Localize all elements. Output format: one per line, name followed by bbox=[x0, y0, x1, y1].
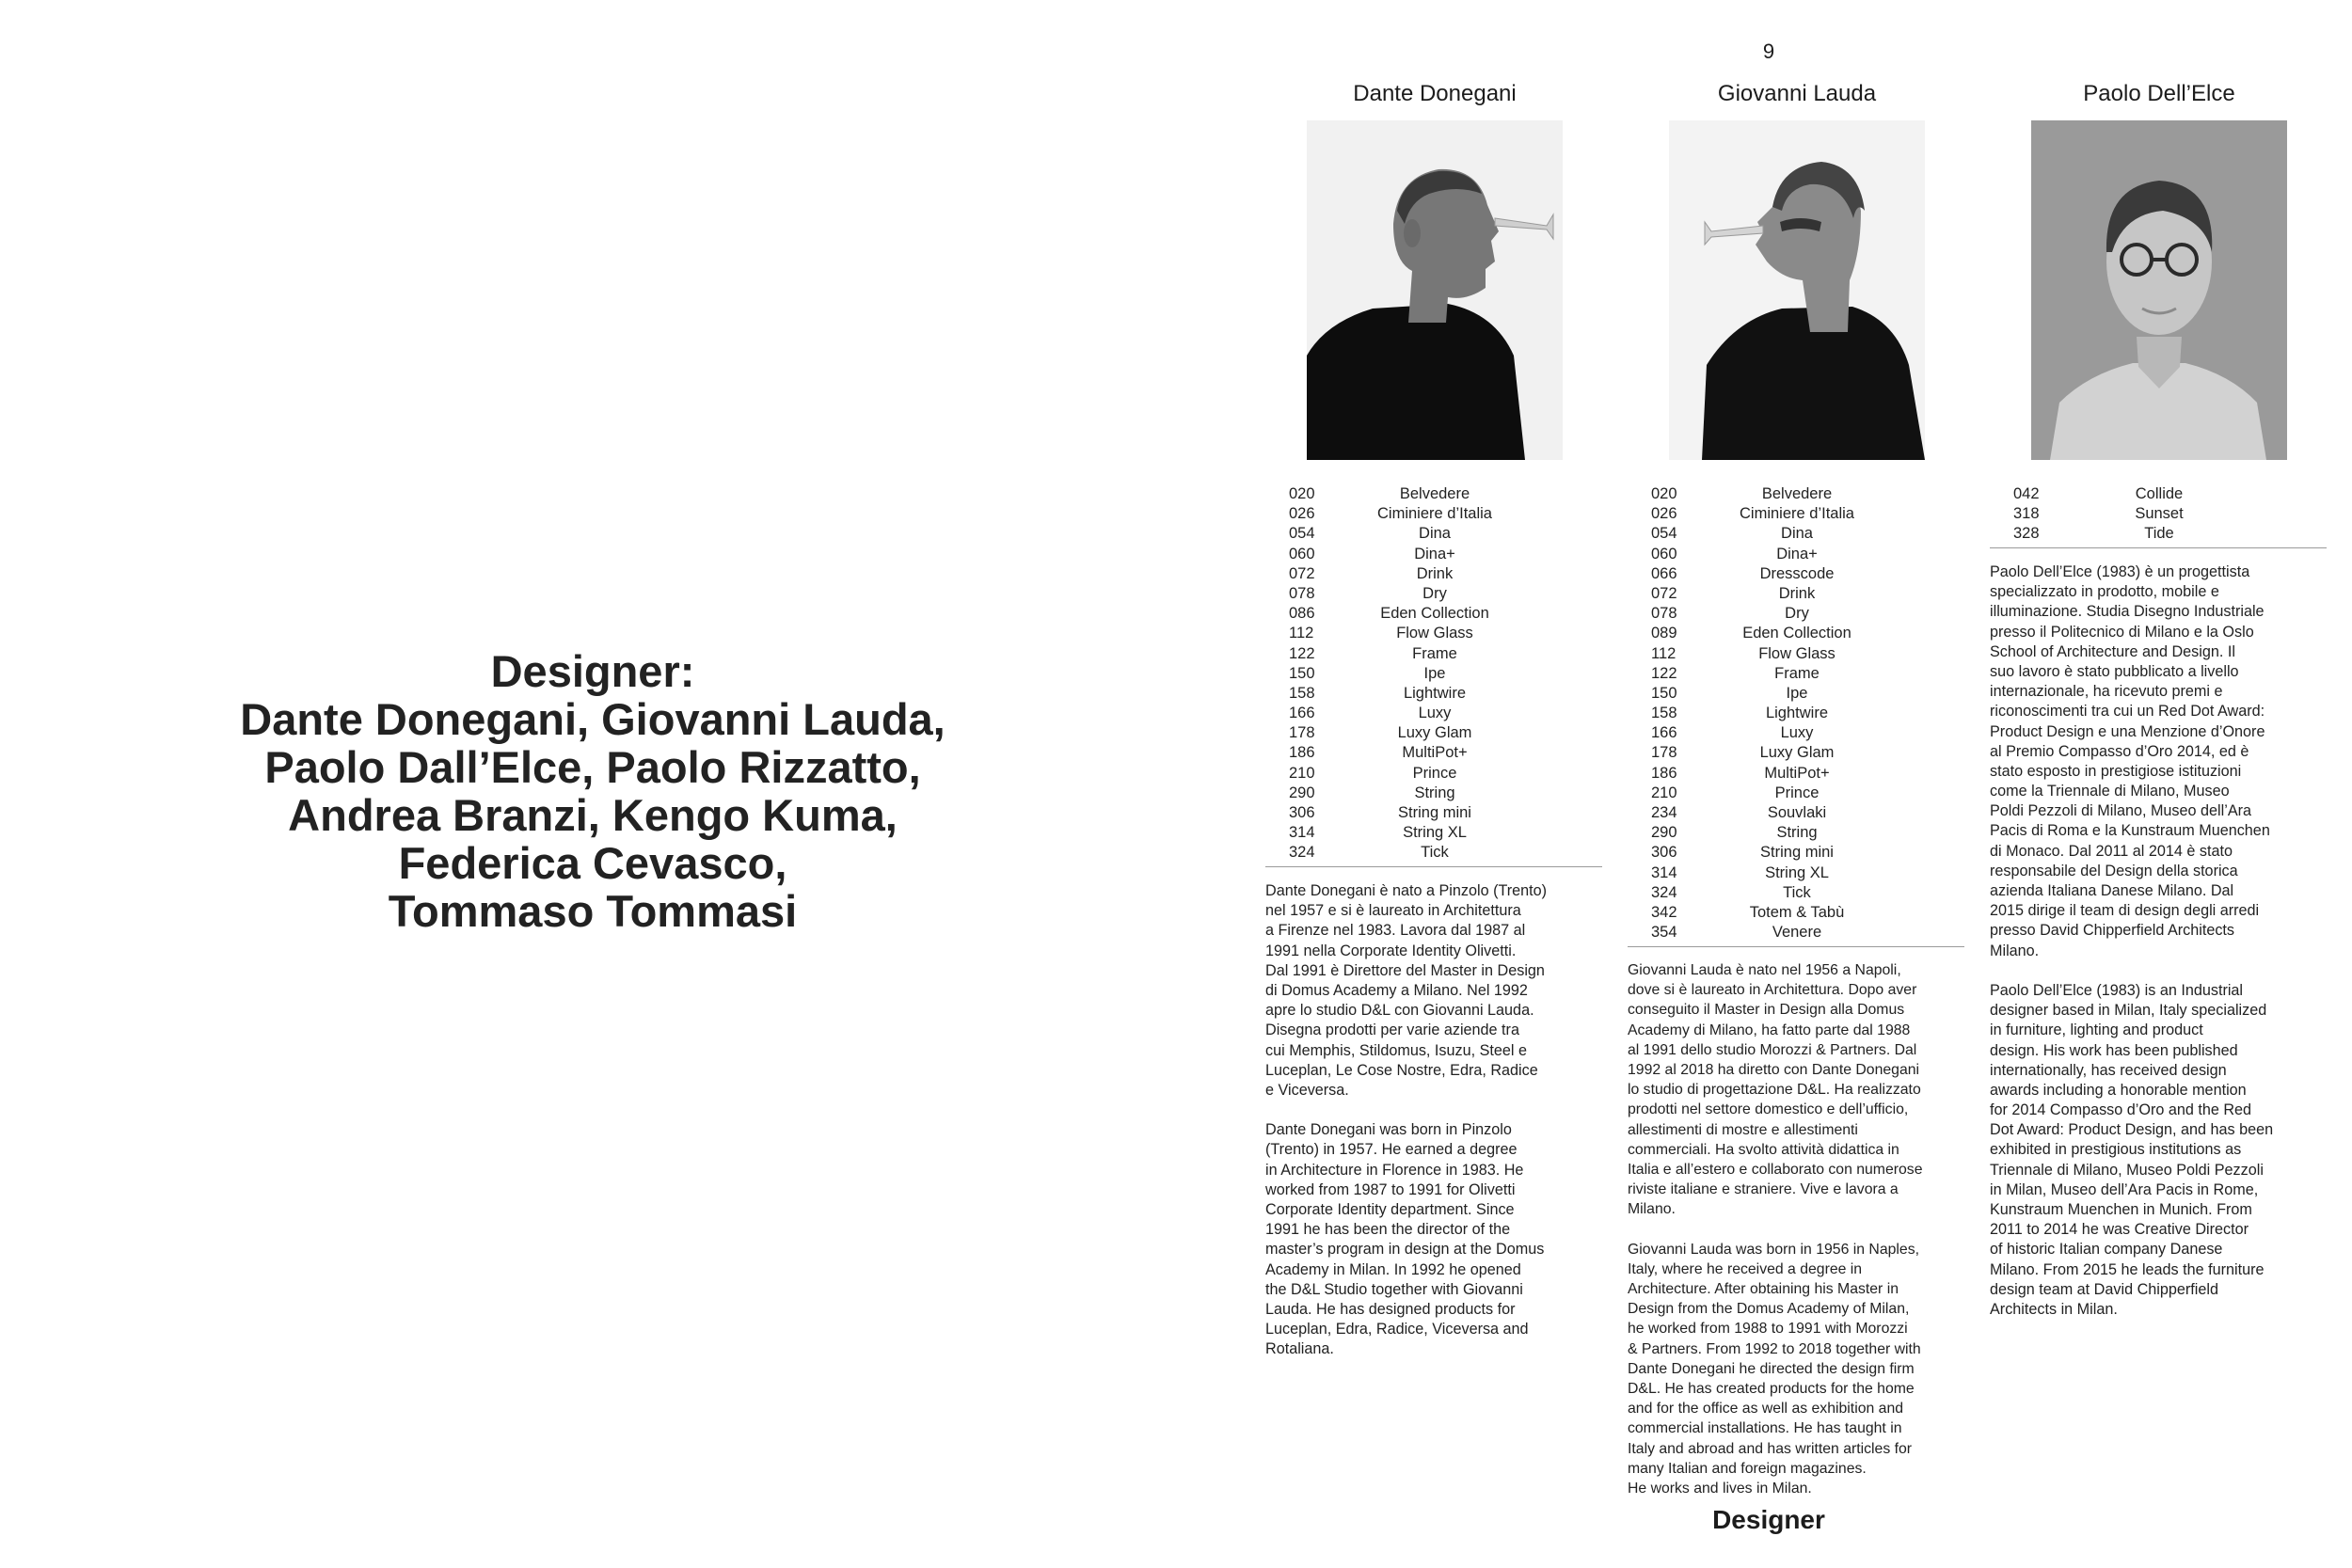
bio-line: He works and lives in Milan. bbox=[1628, 1480, 1812, 1497]
product-name: Luxy Glam bbox=[1397, 724, 1472, 742]
product-row bbox=[1651, 584, 1933, 604]
product-row bbox=[1651, 484, 1933, 504]
bio-line: design. His work has been published bbox=[1990, 1041, 2238, 1059]
product-code: 060 bbox=[1651, 545, 1677, 562]
bio-line: Dot Award: Product Design, and has been bbox=[1990, 1121, 2274, 1139]
bio-line: di Monaco. Dal 2011 al 2014 è stato bbox=[1990, 842, 2233, 860]
bio-line: dove si è laureato in Architettura. Dopo aver bbox=[1628, 982, 1917, 999]
product-row bbox=[1651, 664, 1933, 684]
product-row bbox=[1289, 604, 1571, 624]
divider bbox=[1265, 866, 1602, 867]
bio-line: commerciali. Ha svolto attività didattica in bbox=[1628, 1141, 1899, 1158]
product-code: 314 bbox=[1651, 863, 1677, 881]
designer-name: Paolo Dell’Elce bbox=[2083, 81, 2235, 106]
product-row bbox=[1651, 524, 1933, 544]
product-row bbox=[1651, 723, 1933, 743]
product-name: Belvedere bbox=[1761, 485, 1833, 502]
bio-line: di Domus Academy a Milano. Nel 1992 bbox=[1265, 981, 1528, 999]
product-code: 020 bbox=[1289, 485, 1315, 502]
bio-line: designer based in Milan, Italy specialized bbox=[1990, 1002, 2267, 1020]
bio-line: Milano. From 2015 he leads the furniture bbox=[1990, 1260, 2265, 1278]
product-row bbox=[1651, 803, 1933, 823]
product-code: 072 bbox=[1651, 584, 1677, 602]
product-name: Luxy bbox=[1780, 724, 1814, 742]
designer-column-giovanni-lauda bbox=[1628, 0, 1966, 1568]
designer-name: Giovanni Lauda bbox=[1717, 81, 1877, 106]
bio-line: awards including a honorable mention bbox=[1990, 1081, 2247, 1099]
product-name: String mini bbox=[1398, 804, 1471, 821]
bio-line: Design from the Domus Academy of Milan, bbox=[1628, 1301, 1910, 1318]
product-name: Belvedere bbox=[1399, 485, 1470, 502]
product-name: Luxy Glam bbox=[1759, 744, 1835, 762]
product-row bbox=[1651, 545, 1933, 564]
bio-line: Giovanni Lauda è nato nel 1956 a Napoli, bbox=[1628, 962, 1901, 978]
bio-line: School of Architecture and Design. Il bbox=[1990, 642, 2235, 660]
product-name: Lightwire bbox=[1765, 705, 1829, 722]
product-name: Collide bbox=[2135, 485, 2184, 502]
bio-line: presso David Chipperfield Architects bbox=[1990, 922, 2235, 940]
bio-line: stato esposto in prestigiose istituzioni bbox=[1990, 762, 2242, 780]
product-row bbox=[1651, 504, 1933, 524]
product-name: Dina bbox=[1419, 525, 1451, 543]
product-code: 089 bbox=[1651, 625, 1677, 642]
product-row bbox=[1289, 644, 1571, 664]
product-code: 186 bbox=[1289, 744, 1315, 762]
product-code: 328 bbox=[2013, 525, 2040, 543]
bio-line: Kunstraum Muenchen in Munich. From bbox=[1990, 1201, 2252, 1218]
bio-line: prodotti nel settore domestico e dell’ufficio, bbox=[1628, 1101, 1909, 1118]
product-name: String XL bbox=[1765, 863, 1829, 881]
bio-line: Corporate Identity department. Since bbox=[1265, 1201, 1515, 1218]
portrait-paolo-dellelce bbox=[2031, 120, 2287, 460]
product-row bbox=[1289, 564, 1571, 584]
product-row bbox=[1289, 784, 1571, 803]
product-name: Ciminiere d’Italia bbox=[1377, 505, 1492, 523]
designer-bio bbox=[1990, 562, 2273, 1320]
bio-line: riconoscimenti tra cui un Red Dot Award: bbox=[1990, 703, 2265, 721]
divider bbox=[1628, 946, 1964, 947]
product-row bbox=[1651, 784, 1933, 803]
product-name: Dina+ bbox=[1776, 545, 1818, 562]
product-name: Ipe bbox=[1786, 684, 1808, 702]
product-code: 324 bbox=[1651, 883, 1677, 901]
product-code: 178 bbox=[1289, 724, 1315, 742]
bio-line: Poldi Pezzoli di Milano, Museo dell’Ara bbox=[1990, 802, 2252, 820]
bio-line: for 2014 Compasso d’Oro and the Red bbox=[1990, 1101, 2252, 1119]
bio-line: in furniture, lighting and product bbox=[1990, 1022, 2203, 1039]
bio-line: conseguito il Master in Design alla Domus bbox=[1628, 1002, 1905, 1019]
spread-title-line: Federica Cevasco, bbox=[398, 838, 787, 888]
product-code: 066 bbox=[1651, 564, 1677, 582]
product-code: 166 bbox=[1289, 705, 1315, 722]
product-row bbox=[1651, 743, 1933, 763]
product-code: 112 bbox=[1289, 625, 1314, 642]
product-row bbox=[1289, 624, 1571, 643]
product-code: 026 bbox=[1651, 505, 1677, 523]
product-row bbox=[1651, 704, 1933, 723]
product-name: Souvlaki bbox=[1767, 804, 1827, 821]
bio-line: Academy di Milano, ha fatto parte dal 1988 bbox=[1628, 1022, 1911, 1038]
bio-line: al 1991 dello studio Morozzi & Partners. Dal bbox=[1628, 1041, 1917, 1058]
bio-line: 1991 he has been the director of the bbox=[1265, 1221, 1511, 1239]
product-row bbox=[1289, 764, 1571, 784]
product-name: Dry bbox=[1785, 605, 1809, 623]
bio-line: e Viceversa. bbox=[1265, 1081, 1349, 1099]
product-code: 112 bbox=[1651, 644, 1677, 662]
product-code: 122 bbox=[1651, 664, 1677, 682]
product-name: Prince bbox=[1774, 784, 1820, 801]
bio-line: in Architecture in Florence in 1983. He bbox=[1265, 1161, 1524, 1179]
product-row bbox=[1289, 684, 1571, 704]
bio-line: and for the office as well as exhibition and bbox=[1628, 1401, 1904, 1418]
product-row bbox=[1289, 803, 1571, 823]
product-row bbox=[1651, 923, 1933, 942]
bio-line: Academy in Milan. In 1992 he opened bbox=[1265, 1260, 1521, 1278]
bio-line: he worked from 1988 to 1991 with Morozzi bbox=[1628, 1321, 1908, 1338]
product-code: 290 bbox=[1651, 824, 1677, 842]
product-code: 314 bbox=[1289, 824, 1315, 842]
bio-line: Italia e all’estero e collaborato con numerose bbox=[1628, 1161, 1923, 1178]
spread-title-line: Andrea Branzi, Kengo Kuma, bbox=[288, 790, 898, 840]
product-row bbox=[1289, 524, 1571, 544]
bio-line: 2015 dirige il team di design degli arredi bbox=[1990, 902, 2260, 920]
bio-line: illuminazione. Studia Disegno Industriale bbox=[1990, 603, 2265, 621]
product-name: Flow Glass bbox=[1396, 625, 1473, 642]
product-name: Lightwire bbox=[1403, 684, 1467, 702]
product-code: 072 bbox=[1289, 564, 1315, 582]
product-name: MultiPot+ bbox=[1402, 744, 1468, 762]
product-name: Frame bbox=[1774, 664, 1820, 682]
product-row bbox=[1289, 664, 1571, 684]
product-row bbox=[1289, 704, 1571, 723]
product-code: 026 bbox=[1289, 505, 1315, 523]
product-code: 042 bbox=[2013, 485, 2040, 502]
bio-line: (Trento) in 1957. He earned a degree bbox=[1265, 1141, 1518, 1159]
bio-line: internationally, has received design bbox=[1990, 1061, 2227, 1079]
bio-line: Giovanni Lauda was born in 1956 in Naples, bbox=[1628, 1241, 1919, 1258]
bio-line: suo lavoro è stato pubblicato a livello bbox=[1990, 662, 2239, 680]
designer-name: Dante Donegani bbox=[1353, 81, 1517, 106]
product-name: Luxy bbox=[1418, 705, 1452, 722]
product-code: 158 bbox=[1651, 705, 1677, 722]
bio-line: Dal 1991 è Direttore del Master in Design bbox=[1265, 961, 1545, 979]
product-name: Ipe bbox=[1423, 664, 1446, 682]
bio-line: Product Design e una Menzione d’Onore bbox=[1990, 722, 2265, 740]
bio-line: Disegna prodotti per varie aziende tra bbox=[1265, 1022, 1519, 1039]
portrait-dante-donegani bbox=[1307, 120, 1563, 460]
bio-line: responsabile del Design della storica bbox=[1990, 862, 2238, 879]
product-row bbox=[2013, 484, 2296, 504]
bio-line: Pacis di Roma e la Kunstraum Muenchen bbox=[1990, 822, 2270, 840]
bio-line: Milano. bbox=[1990, 942, 2040, 959]
product-code: 342 bbox=[1651, 903, 1677, 921]
bio-line: Lauda. He has designed products for bbox=[1265, 1300, 1516, 1318]
section-footer: Designer bbox=[1712, 1505, 1825, 1534]
bio-line: nel 1957 e si è laureato in Architettura bbox=[1265, 902, 1521, 920]
product-name: String bbox=[1776, 824, 1818, 842]
bio-line: of historic Italian company Danese bbox=[1990, 1241, 2223, 1259]
product-row bbox=[1289, 584, 1571, 604]
bio-line: & Partners. From 1992 to 2018 together with bbox=[1628, 1340, 1921, 1357]
bio-line: come la Triennale di Milano, Museo bbox=[1990, 783, 2230, 800]
product-list bbox=[1289, 484, 1571, 863]
divider bbox=[1990, 547, 2327, 548]
bio-line: Dante Donegani he directed the design firm bbox=[1628, 1360, 1915, 1377]
product-code: 306 bbox=[1289, 804, 1315, 821]
bio-line: al Premio Compasso d’Oro 2014, ed è bbox=[1990, 742, 2249, 760]
bio-line: allestimenti di mostre e allestimenti bbox=[1628, 1121, 1858, 1138]
product-code: 054 bbox=[1289, 525, 1315, 543]
bio-line: Architects in Milan. bbox=[1990, 1300, 2118, 1318]
bio-line: Dante Donegani è nato a Pinzolo (Trento) bbox=[1265, 882, 1548, 899]
product-code: 150 bbox=[1289, 664, 1315, 682]
product-code: 178 bbox=[1651, 744, 1677, 762]
product-name: Frame bbox=[1412, 644, 1457, 662]
product-list bbox=[2013, 484, 2296, 545]
spread-title-line: Designer: bbox=[490, 646, 695, 696]
product-code: 060 bbox=[1289, 545, 1315, 562]
bio-line: azienda Italiana Danese Milano. Dal bbox=[1990, 882, 2234, 899]
product-code: 150 bbox=[1651, 684, 1677, 702]
product-row bbox=[1289, 504, 1571, 524]
product-name: Ciminiere d’Italia bbox=[1740, 505, 1854, 523]
product-name: Tick bbox=[1421, 844, 1449, 862]
product-row bbox=[1651, 863, 1933, 883]
bio-line: D&L. He has created products for the home bbox=[1628, 1380, 1915, 1397]
product-name: Drink bbox=[1416, 564, 1454, 582]
product-row bbox=[1651, 823, 1933, 843]
product-code: 122 bbox=[1289, 644, 1315, 662]
product-row bbox=[1289, 545, 1571, 564]
spread-title bbox=[122, 647, 1063, 935]
product-row bbox=[1289, 823, 1571, 843]
spread-title-line: Dante Donegani, Giovanni Lauda, bbox=[240, 694, 946, 744]
product-row bbox=[1651, 684, 1933, 704]
bio-line: cui Memphis, Stildomus, Isuzu, Steel e bbox=[1265, 1041, 1528, 1059]
product-name: Eden Collection bbox=[1380, 605, 1489, 623]
product-name: Dresscode bbox=[1759, 564, 1835, 582]
bio-line: 1992 al 2018 ha diretto con Dante Donegani bbox=[1628, 1061, 1920, 1078]
product-name: Totem & Tabù bbox=[1749, 903, 1845, 921]
product-name: String bbox=[1414, 784, 1455, 801]
bio-line: Luceplan, Le Cose Nostre, Edra, Radice bbox=[1265, 1061, 1538, 1079]
product-name: Tide bbox=[2144, 525, 2174, 543]
product-row bbox=[1651, 644, 1933, 664]
product-row bbox=[1289, 484, 1571, 504]
bio-line: presso il Politecnico di Milano e la Oslo bbox=[1990, 623, 2254, 641]
product-row bbox=[1651, 903, 1933, 923]
product-code: 210 bbox=[1651, 784, 1677, 801]
bio-line: apre lo studio D&L con Giovanni Lauda. bbox=[1265, 1002, 1534, 1020]
bio-line: Italy and abroad and has written articles for bbox=[1628, 1440, 1913, 1457]
product-code: 318 bbox=[2013, 505, 2040, 523]
product-code: 354 bbox=[1651, 924, 1677, 942]
bio-line: master’s program in design at the Domus bbox=[1265, 1241, 1545, 1259]
product-name: Sunset bbox=[2135, 505, 2184, 523]
bio-line: exhibited in prestigious institutions as bbox=[1990, 1141, 2242, 1159]
product-code: 086 bbox=[1289, 605, 1315, 623]
product-name: Drink bbox=[1778, 584, 1816, 602]
product-row bbox=[1651, 604, 1933, 624]
product-name: Dry bbox=[1422, 584, 1447, 602]
product-list bbox=[1651, 484, 1933, 942]
bio-line: the D&L Studio together with Giovanni bbox=[1265, 1280, 1523, 1298]
product-row bbox=[1289, 843, 1571, 863]
product-code: 166 bbox=[1651, 724, 1677, 742]
product-name: Dina+ bbox=[1414, 545, 1455, 562]
product-code: 290 bbox=[1289, 784, 1315, 801]
product-name: Prince bbox=[1412, 764, 1457, 782]
bio-line: Italy, where he received a degree in bbox=[1628, 1260, 1863, 1277]
product-row bbox=[1651, 564, 1933, 584]
product-name: Flow Glass bbox=[1758, 644, 1836, 662]
product-name: Venere bbox=[1772, 924, 1822, 942]
bio-line: commercial installations. He has taught in bbox=[1628, 1420, 1902, 1437]
product-code: 306 bbox=[1651, 844, 1677, 862]
bio-line: Paolo Dell’Elce (1983) è un progettista bbox=[1990, 563, 2250, 580]
product-name: Tick bbox=[1783, 883, 1811, 901]
bio-line: Triennale di Milano, Museo Poldi Pezzoli bbox=[1990, 1161, 2264, 1179]
bio-line: 2011 to 2014 he was Creative Director bbox=[1990, 1221, 2249, 1239]
designer-column-dante-donegani bbox=[1265, 0, 1604, 1568]
product-row bbox=[1651, 883, 1933, 903]
bio-line: Dante Donegani was born in Pinzolo bbox=[1265, 1121, 1512, 1139]
product-row bbox=[1289, 723, 1571, 743]
designer-bio bbox=[1265, 881, 1547, 1360]
bio-line: Milano. bbox=[1628, 1201, 1676, 1218]
designer-column-paolo-dellelce bbox=[1990, 0, 2328, 1568]
bio-line: a Firenze nel 1983. Lavora dal 1987 al bbox=[1265, 922, 1526, 940]
bio-line: specializzato in prodotto, mobile e bbox=[1990, 583, 2219, 601]
product-name: String mini bbox=[1760, 844, 1834, 862]
bio-line: lo studio di progettazione D&L. Ha realizzato bbox=[1628, 1082, 1921, 1099]
product-code: 186 bbox=[1651, 764, 1677, 782]
bio-line: internazionale, ha ricevuto premi e bbox=[1990, 683, 2223, 701]
bio-line: design team at David Chipperfield bbox=[1990, 1280, 2218, 1298]
product-code: 210 bbox=[1289, 764, 1315, 782]
bio-line: worked from 1987 to 1991 for Olivetti bbox=[1265, 1180, 1516, 1198]
product-row bbox=[2013, 504, 2296, 524]
bio-line: 1991 nella Corporate Identity Olivetti. bbox=[1265, 942, 1517, 959]
product-row bbox=[1651, 764, 1933, 784]
product-row bbox=[1289, 743, 1571, 763]
bio-line: Architecture. After obtaining his Master in bbox=[1628, 1281, 1899, 1297]
portrait-giovanni-lauda bbox=[1669, 120, 1925, 460]
bio-line: Luceplan, Edra, Radice, Viceversa and bbox=[1265, 1321, 1529, 1338]
product-name: Eden Collection bbox=[1742, 625, 1851, 642]
product-code: 054 bbox=[1651, 525, 1677, 543]
bio-line: riviste italiane e straniere. Vive e lavora a bbox=[1628, 1181, 1899, 1198]
product-code: 158 bbox=[1289, 684, 1315, 702]
product-name: Dina bbox=[1781, 525, 1813, 543]
product-name: String XL bbox=[1403, 824, 1467, 842]
page-number: 9 bbox=[1762, 40, 1775, 63]
bio-line: many Italian and foreign magazines. bbox=[1628, 1460, 1867, 1477]
bio-line: in Milan, Museo dell’Ara Pacis in Rome, bbox=[1990, 1180, 2259, 1198]
product-code: 234 bbox=[1651, 804, 1677, 821]
product-name: MultiPot+ bbox=[1764, 764, 1830, 782]
product-code: 020 bbox=[1651, 485, 1677, 502]
product-code: 078 bbox=[1289, 584, 1315, 602]
product-row bbox=[1651, 624, 1933, 643]
spread-title-line: Tommaso Tommasi bbox=[388, 886, 798, 936]
designer-bio bbox=[1628, 960, 1923, 1498]
product-code: 078 bbox=[1651, 605, 1677, 623]
spread-title-line: Paolo Dall’Elce, Paolo Rizzatto, bbox=[264, 742, 921, 792]
bio-line: Paolo Dell’Elce (1983) is an Industrial bbox=[1990, 981, 2244, 999]
bio-line: Rotaliana. bbox=[1265, 1340, 1334, 1358]
product-row bbox=[2013, 524, 2296, 544]
product-code: 324 bbox=[1289, 844, 1315, 862]
product-row bbox=[1651, 843, 1933, 863]
